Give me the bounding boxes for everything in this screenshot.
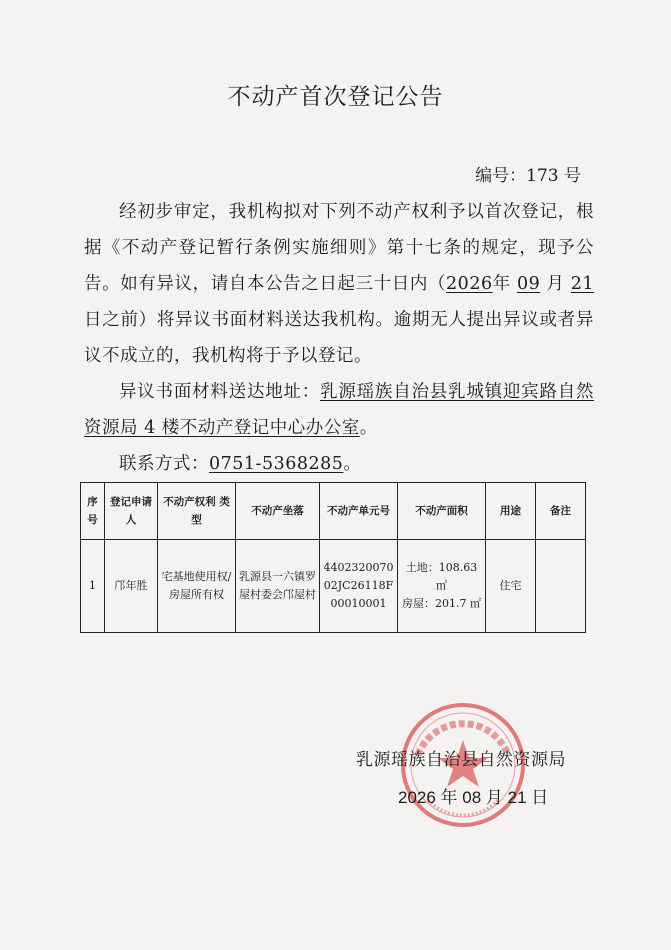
contact-end: 。 — [343, 454, 362, 474]
header-cell: 不动产坐落 — [236, 483, 320, 540]
header-cell: 用途 — [486, 483, 536, 540]
paragraph-text: 经初步审定，我机构拟对下列不动产权利予以首次登记，根据《不动产登记暂行条例实施细则》第十七条的规定，现予公告。如有异议，请自本公告之日起三十日内（ — [84, 202, 594, 294]
deadline-day: 21 — [570, 274, 594, 294]
issue-date: 2026 年 08 月 21 日 — [398, 788, 549, 807]
applicant-cell: 邝年胜 — [105, 540, 158, 633]
header-cell: 备注 — [536, 483, 586, 540]
header-cell: 序号 — [81, 483, 105, 540]
address-label: 异议书面材料送达地址： — [119, 382, 321, 402]
paragraph-text-2: 将异议书面材料送达我机构。逾期无人提出异议或者异议不成立的，我机构将于予以登记。 — [84, 310, 594, 366]
day-unit: 日之前） — [84, 310, 157, 330]
contact-label: 联系方式： — [119, 454, 209, 474]
deadline-month: 09 — [516, 274, 541, 294]
header-cell: 不动产单元号 — [320, 483, 398, 540]
table-row — [81, 540, 586, 633]
address-value: 乳源瑶族自治县乳城镇迎宾路自然资源局 4 楼不动产登记中心办公室 — [84, 382, 595, 438]
issuer-name: 乳源瑶族自治县自然资源局 — [356, 750, 566, 770]
address-end: 。 — [359, 418, 378, 438]
row-number: 1 — [81, 540, 105, 633]
location-cell: 乳源县一六镇罗屋村委会邝屋村 — [236, 540, 320, 633]
serial-number: 编号：173 号 — [475, 166, 581, 186]
header-cell: 不动产权利 类型 — [158, 483, 236, 540]
contact-paragraph — [84, 446, 594, 482]
notice-body — [84, 194, 594, 482]
registration-table — [80, 482, 586, 633]
deadline-year: 2026 — [446, 274, 493, 294]
month-unit: 月 — [546, 274, 565, 294]
contact-phone: 0751-5368285 — [209, 454, 344, 474]
notice-paragraph — [84, 194, 594, 374]
header-cell: 不动产面积 — [398, 483, 486, 540]
unit-number-cell: 440232007002JC26118F00010001 — [320, 540, 398, 633]
year-unit: 年 — [492, 274, 511, 294]
header-cell: 登记申请人 — [105, 483, 158, 540]
usage-cell: 住宅 — [486, 540, 536, 633]
page-title: 不动产首次登记公告 — [227, 84, 444, 110]
remark-cell — [536, 540, 586, 633]
address-paragraph — [84, 374, 594, 446]
house-area: 房屋：201.7 ㎡ — [402, 597, 481, 610]
table-header-row — [81, 483, 586, 540]
land-area: 土地：108.63 ㎡ — [405, 561, 478, 592]
area-cell — [398, 540, 486, 633]
right-type-cell: 宅基地使用权/房屋所有权 — [158, 540, 236, 633]
